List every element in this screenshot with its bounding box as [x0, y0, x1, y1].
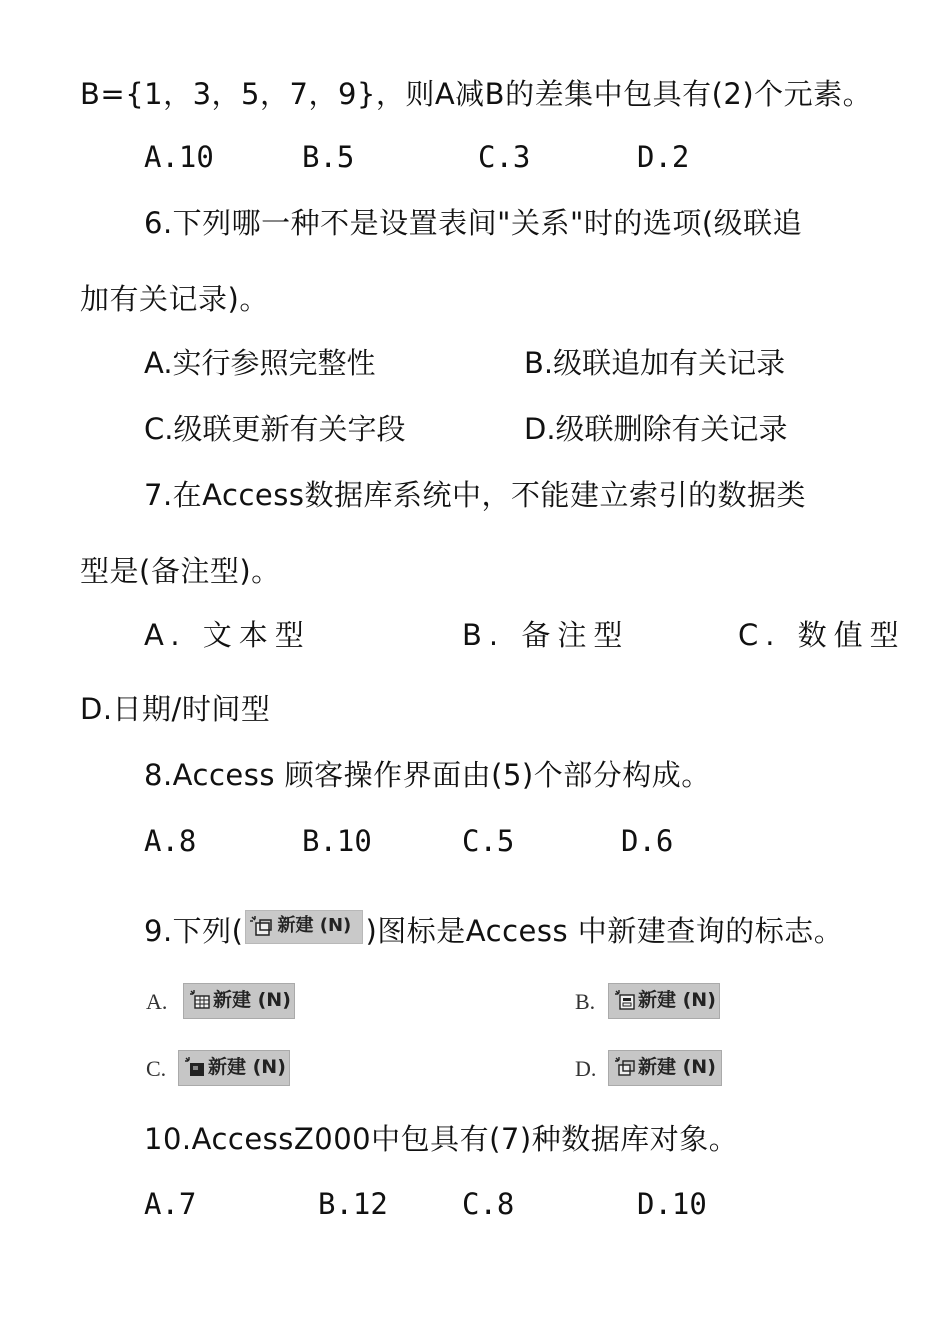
question-9-prefix: 9.下列( [144, 914, 244, 948]
q8-option-c: C.5 [462, 824, 515, 858]
q6-option-a: A.实行参照完整性 [144, 346, 376, 380]
q9-option-d-text: 新建 (N) [638, 1056, 716, 1078]
q9-option-b-button [608, 983, 720, 1019]
q5-option-b: B.5 [302, 140, 355, 174]
q7-option-d: D.日期/时间型 [80, 692, 271, 726]
q9-option-d-label: D. [575, 1056, 597, 1081]
q6-option-c: C.级联更新有关字段 [144, 412, 406, 446]
q7-option-b: B. 备注型 [462, 618, 630, 652]
q10-option-b: B.12 [318, 1187, 388, 1221]
q5-option-d: D.2 [637, 140, 690, 174]
question-7-line-1: 7.在Access数据库系统中，不能建立索引的数据类 [144, 478, 806, 512]
q9-option-c-button [178, 1050, 290, 1086]
question-9 [144, 913, 843, 950]
question-9-suffix: )图标是Access 中新建查询的标志。 [365, 914, 844, 948]
q7-option-a: A. 文本型 [144, 618, 311, 652]
q6-option-d: D.级联删除有关记录 [524, 412, 788, 446]
q9-option-c-label: C. [146, 1056, 167, 1081]
new-query-button-inline [245, 910, 363, 944]
q9-option-d-button [608, 1050, 722, 1086]
q9-option-b-text: 新建 (N) [638, 989, 716, 1011]
question-10: 10.AccessZ000中包具有(7)种数据库对象。 [144, 1122, 739, 1156]
new-macro-icon [184, 1056, 206, 1078]
q8-option-b: B.10 [302, 824, 372, 858]
inline-button-text: 新建 (N) [277, 915, 352, 936]
question-8: 8.Access 顾客操作界面由(5)个部分构成。 [144, 758, 711, 792]
new-query-icon [249, 915, 275, 939]
q10-option-c: C.8 [462, 1187, 515, 1221]
new-query-icon [614, 1056, 636, 1078]
q9-option-c-text: 新建 (N) [208, 1056, 286, 1078]
q6-option-b: B.级联追加有关记录 [524, 346, 786, 380]
q9-option-b-label: B. [575, 989, 596, 1014]
question-7-line-2: 型是(备注型)。 [80, 554, 281, 588]
q9-option-a-button [183, 983, 295, 1019]
q8-option-a: A.8 [144, 824, 197, 858]
question-6-line-1: 6.下列哪一种不是设置表间"关系"时的选项(级联追 [144, 206, 803, 240]
new-table-icon [189, 989, 211, 1011]
q8-option-d: D.6 [621, 824, 674, 858]
new-form-icon [614, 989, 636, 1011]
question-6-line-2: 加有关记录)。 [80, 282, 269, 316]
q10-option-a: A.7 [144, 1187, 197, 1221]
q7-option-c: C. 数值型 [738, 618, 906, 652]
q9-option-a-label: A. [146, 989, 168, 1014]
q5-option-a: A.10 [144, 140, 214, 174]
q10-option-d: D.10 [637, 1187, 707, 1221]
q5-option-c: C.3 [478, 140, 531, 174]
question-5-tail: B={1，3，5，7，9}，则A减B的差集中包具有(2)个元素。 [80, 77, 873, 111]
q9-option-a-text: 新建 (N) [213, 989, 291, 1011]
